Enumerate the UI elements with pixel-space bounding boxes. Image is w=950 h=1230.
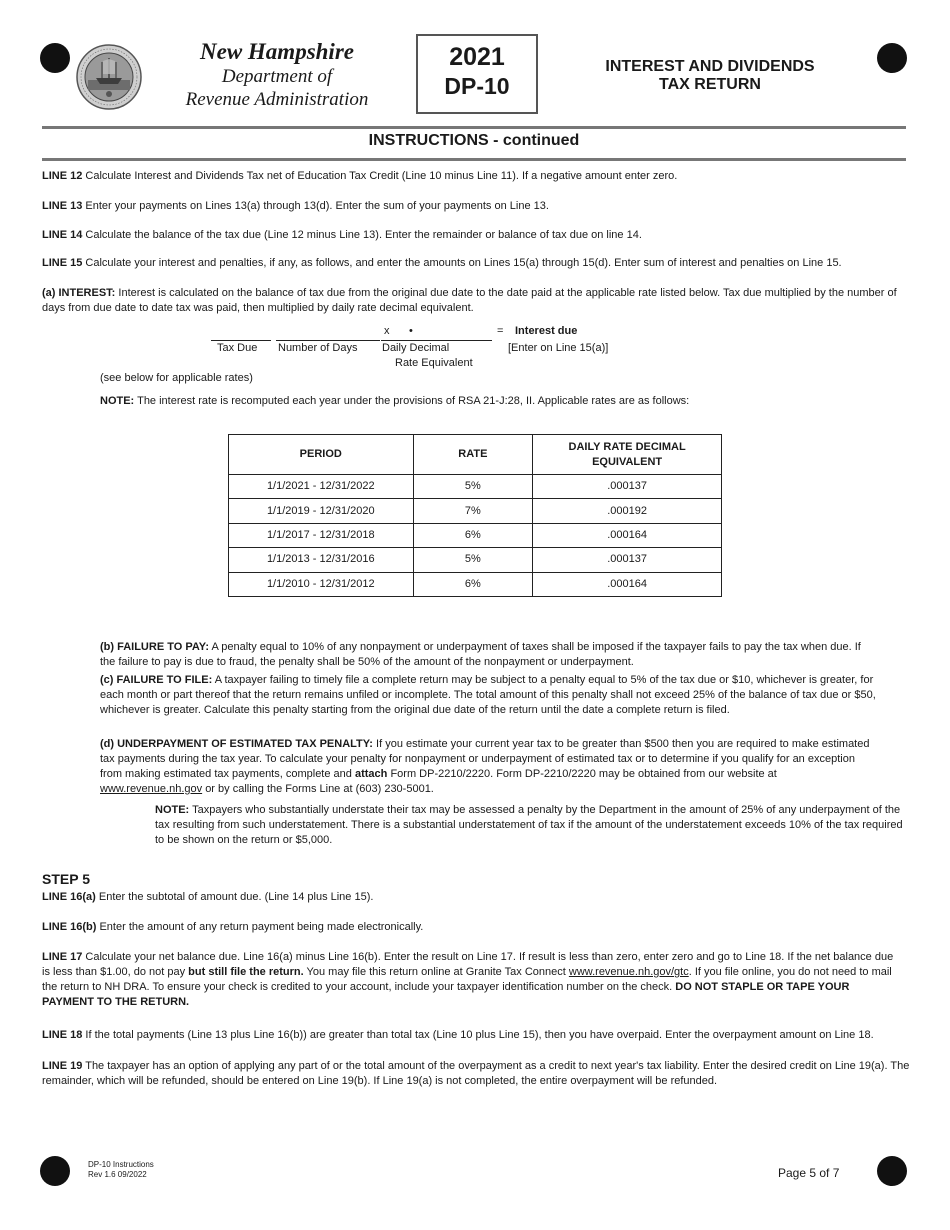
- table-cell-daily-rate: .000137: [533, 475, 722, 499]
- registration-mark-top-right: [877, 43, 907, 73]
- attach-emphasis: attach: [354, 768, 388, 780]
- interest-note: [100, 394, 908, 409]
- return-title-line-2: TAX RETURN: [659, 76, 761, 93]
- step-5-heading: STEP 5: [42, 871, 90, 887]
- table-cell-rate: 5%: [413, 475, 533, 499]
- line-14-text: Calculate the balance of the tax due (Line 12 minus Line 13). Enter the remainder or balance of tax due on line 14.: [85, 229, 642, 241]
- interest-text: Interest is calculated on the balance of tax due from the original due date to the date paid at the applicable rate listed below. Tax due multiplied by the number of days from due date to date tax was paid, then multiplied by daily rate decimal equivalent.: [42, 287, 897, 314]
- table-cell-period: 1/1/2013 - 12/31/2016: [229, 548, 414, 572]
- line-16a: [42, 890, 908, 905]
- underpayment-text-1: If you estimate your current year tax to be greater than $500 then you are required to make estimated tax payments during the tax year. To calculate your penalty for nonpayment or underpayment of estimated tax or to determine if you qualify for an exception from making estimated tax payments, complete and: [100, 738, 870, 780]
- revenue-website-link[interactable]: www.revenue.nh.gov: [100, 783, 203, 795]
- footer-form-info: [88, 1160, 154, 1180]
- line-16a-label: LINE 16(a): [42, 891, 96, 903]
- failure-to-pay-label: (b) FAILURE TO PAY:: [100, 641, 209, 653]
- interest-note-text: The interest rate is recomputed each year under the provisions of RSA 21-J:28, II. Applicable rates are as follows:: [137, 395, 690, 407]
- table-row: [229, 475, 722, 499]
- line-16a-text: Enter the subtotal of amount due. (Line 14 plus Line 15).: [98, 891, 374, 903]
- table-row: [229, 572, 722, 596]
- underpayment-text-3: or by calling the Forms Line at (603) 230-5001.: [205, 783, 434, 795]
- line-18-label: LINE 18: [42, 1029, 83, 1041]
- underpayment-label: (d) UNDERPAYMENT OF ESTIMATED TAX PENALTY:: [100, 738, 373, 750]
- line-12-text: Calculate Interest and Dividends Tax net of Education Tax Credit (Line 10 minus Line 11). If a negative amount enter zero.: [85, 170, 678, 182]
- table-cell-period: 1/1/2017 - 12/31/2018: [229, 523, 414, 547]
- line-12-label: LINE 12: [42, 170, 83, 182]
- formula-tax-due-label: Tax Due: [217, 342, 258, 354]
- table-cell-rate: 6%: [413, 572, 533, 596]
- line-19-label: LINE 19: [42, 1060, 83, 1072]
- line-17: [42, 950, 900, 1010]
- interest-label: (a) INTEREST:: [42, 287, 116, 299]
- table-header-daily-rate: DAILY RATE DECIMAL EQUIVALENT: [533, 435, 722, 475]
- failure-to-file-text: A taxpayer failing to timely file a complete return may be subject to a penalty equal to 5% of the tax due or $10, whichever is greater, for each month or part thereof that the return remains unfiled or incomplete. The total amount of this penalty shall not exceed 25% of the balance of tax due or $50, whichever is greater. Calculate this penalty starting from the original due date of the return until the date a complete return is filed.: [100, 674, 876, 716]
- line-16b: [42, 920, 908, 935]
- state-seal-icon: [76, 44, 142, 110]
- page-number: Page 5 of 7: [778, 1166, 840, 1180]
- header-divider-top: [42, 126, 906, 129]
- state-name: New Hampshire: [200, 39, 354, 64]
- table-cell-period: 1/1/2019 - 12/31/2020: [229, 499, 414, 523]
- registration-mark-top-left: [40, 43, 70, 73]
- failure-to-pay: [100, 640, 876, 670]
- section-title: INSTRUCTIONS - continued: [368, 132, 580, 149]
- understatement-note-label: NOTE:: [155, 804, 190, 816]
- formula-days-label: Number of Days: [278, 342, 358, 354]
- line-13: [42, 199, 908, 214]
- line-14-label: LINE 14: [42, 229, 83, 241]
- table-cell-rate: 6%: [413, 523, 533, 547]
- line-16b-label: LINE 16(b): [42, 921, 97, 933]
- line-17-label: LINE 17: [42, 951, 83, 963]
- table-cell-rate: 7%: [413, 499, 533, 523]
- granite-tax-connect-link[interactable]: www.revenue.nh.gov/gtc: [568, 966, 689, 978]
- header-divider-bottom: [42, 158, 906, 161]
- failure-to-file: [100, 673, 878, 718]
- interest-note-label: NOTE:: [100, 395, 135, 407]
- line-19-text: The taxpayer has an option of applying any part of or the total amount of the overpayment as a credit to next year's tax liability. Enter the desired credit on Line 19(a). The remainder, which will be refunded, should be entered on Line 19(b). If Line 19(a) is not completed, the entire overpayment will be refunded.: [42, 1060, 910, 1087]
- table-row: [229, 523, 722, 547]
- line-17-text-2: You may file this return online at Granite Tax Connect: [306, 966, 566, 978]
- table-header-rate: RATE: [413, 435, 533, 475]
- underpayment-penalty: [100, 737, 878, 797]
- footer-line-1: DP-10 Instructions: [88, 1160, 154, 1169]
- form-number: DP-10: [444, 73, 510, 99]
- table-cell-daily-rate: .000164: [533, 523, 722, 547]
- table-row: [229, 548, 722, 572]
- line-19: [42, 1059, 914, 1089]
- interest-paragraph: [42, 286, 908, 316]
- agency-name: [170, 38, 384, 111]
- registration-mark-bottom-left: [40, 1156, 70, 1186]
- dept-line-1: Department of: [221, 66, 333, 87]
- see-below-rates: (see below for applicable rates): [100, 372, 253, 384]
- underpayment-text-2: Form DP-2210/2220. Form DP-2210/2220 may be obtained from our website at: [390, 768, 777, 780]
- table-header-row: [229, 435, 722, 475]
- line-15-text: Calculate your interest and penalties, if any, as follows, and enter the amounts on Lines 15(a) through 15(d). Enter sum of interest and penalties on Line 15.: [85, 257, 842, 269]
- line-17-bold-1: but still file the return.: [188, 966, 304, 978]
- line-14: [42, 228, 908, 243]
- registration-mark-bottom-right: [877, 1156, 907, 1186]
- table-row: [229, 499, 722, 523]
- table-cell-daily-rate: .000164: [533, 572, 722, 596]
- return-title-line-1: INTEREST AND DIVIDENDS: [605, 58, 815, 75]
- formula-times: x: [384, 325, 390, 337]
- line-17-text-1: Calculate your net balance due. Line 16(a) minus Line 16(b). Enter the result on Line 17. If result is less than zero, enter zero and go to Line 18. If the net balance due is less than $1.00, do not pay: [42, 951, 894, 978]
- failure-to-pay-text: A penalty equal to 10% of any nonpayment or underpayment of taxes shall be imposed if the taxpayer fails to pay the tax when due. If the failure to pay is due to fraud, the penalty shall be 50% of the amount of the nonpayment or underpayment.: [100, 641, 861, 668]
- form-id-box: [416, 34, 538, 114]
- table-cell-period: 1/1/2021 - 12/31/2022: [229, 475, 414, 499]
- formula-result: Interest due: [515, 325, 578, 337]
- table-cell-rate: 5%: [413, 548, 533, 572]
- line-17-bold-2: DO NOT STAPLE OR TAPE YOUR PAYMENT TO THE RETURN.: [42, 981, 850, 1008]
- line-13-text: Enter your payments on Lines 13(a) through 13(d). Enter the sum of your payments on Line 13.: [85, 200, 549, 212]
- dept-line-2: Revenue Administration: [185, 89, 369, 110]
- table-header-period: PERIOD: [229, 435, 414, 475]
- footer-line-2: Rev 1.6 09/2022: [88, 1170, 147, 1179]
- understatement-note: [155, 803, 907, 848]
- formula-rate-label-1: Daily Decimal: [382, 342, 450, 354]
- table-cell-daily-rate: .000192: [533, 499, 722, 523]
- line-18: [42, 1028, 922, 1043]
- line-15: [42, 256, 908, 271]
- formula-rate-label-2: Rate Equivalent: [395, 357, 473, 369]
- understatement-note-text: Taxpayers who substantially understate their tax may be assessed a penalty by the Department in the amount of 25% of any underpayment of the tax resulting from such understatement. There is a substantial understatement of tax if the amount of the understatement exceeds 10% of the tax required to be shown on the return or $5,000.: [155, 804, 903, 846]
- line-12: [42, 169, 908, 184]
- table-cell-period: 1/1/2010 - 12/31/2012: [229, 572, 414, 596]
- form-year: 2021: [449, 43, 505, 71]
- line-15-label: LINE 15: [42, 257, 83, 269]
- return-title: [568, 58, 852, 94]
- formula-equals: =: [497, 325, 504, 337]
- failure-to-file-label: (c) FAILURE TO FILE:: [100, 674, 213, 686]
- line-18-text: If the total payments (Line 13 plus Line 16(b)) are greater than total tax (Line 10 plus Line 15), then you have overpaid. Enter the overpayment amount on Line 18.: [85, 1029, 874, 1041]
- line-13-label: LINE 13: [42, 200, 83, 212]
- formula-bullet: •: [409, 325, 413, 337]
- formula-enter-label: [Enter on Line 15(a)]: [508, 342, 609, 354]
- interest-rate-table: [228, 434, 722, 597]
- line-16b-text: Enter the amount of any return payment being made electronically.: [99, 921, 424, 933]
- line-17-text-3: . If you file online, you do not need to mail the return to NH DRA. To ensure your check is credited to your account, include your taxpayer identification number on the check.: [42, 966, 892, 993]
- table-cell-daily-rate: .000137: [533, 548, 722, 572]
